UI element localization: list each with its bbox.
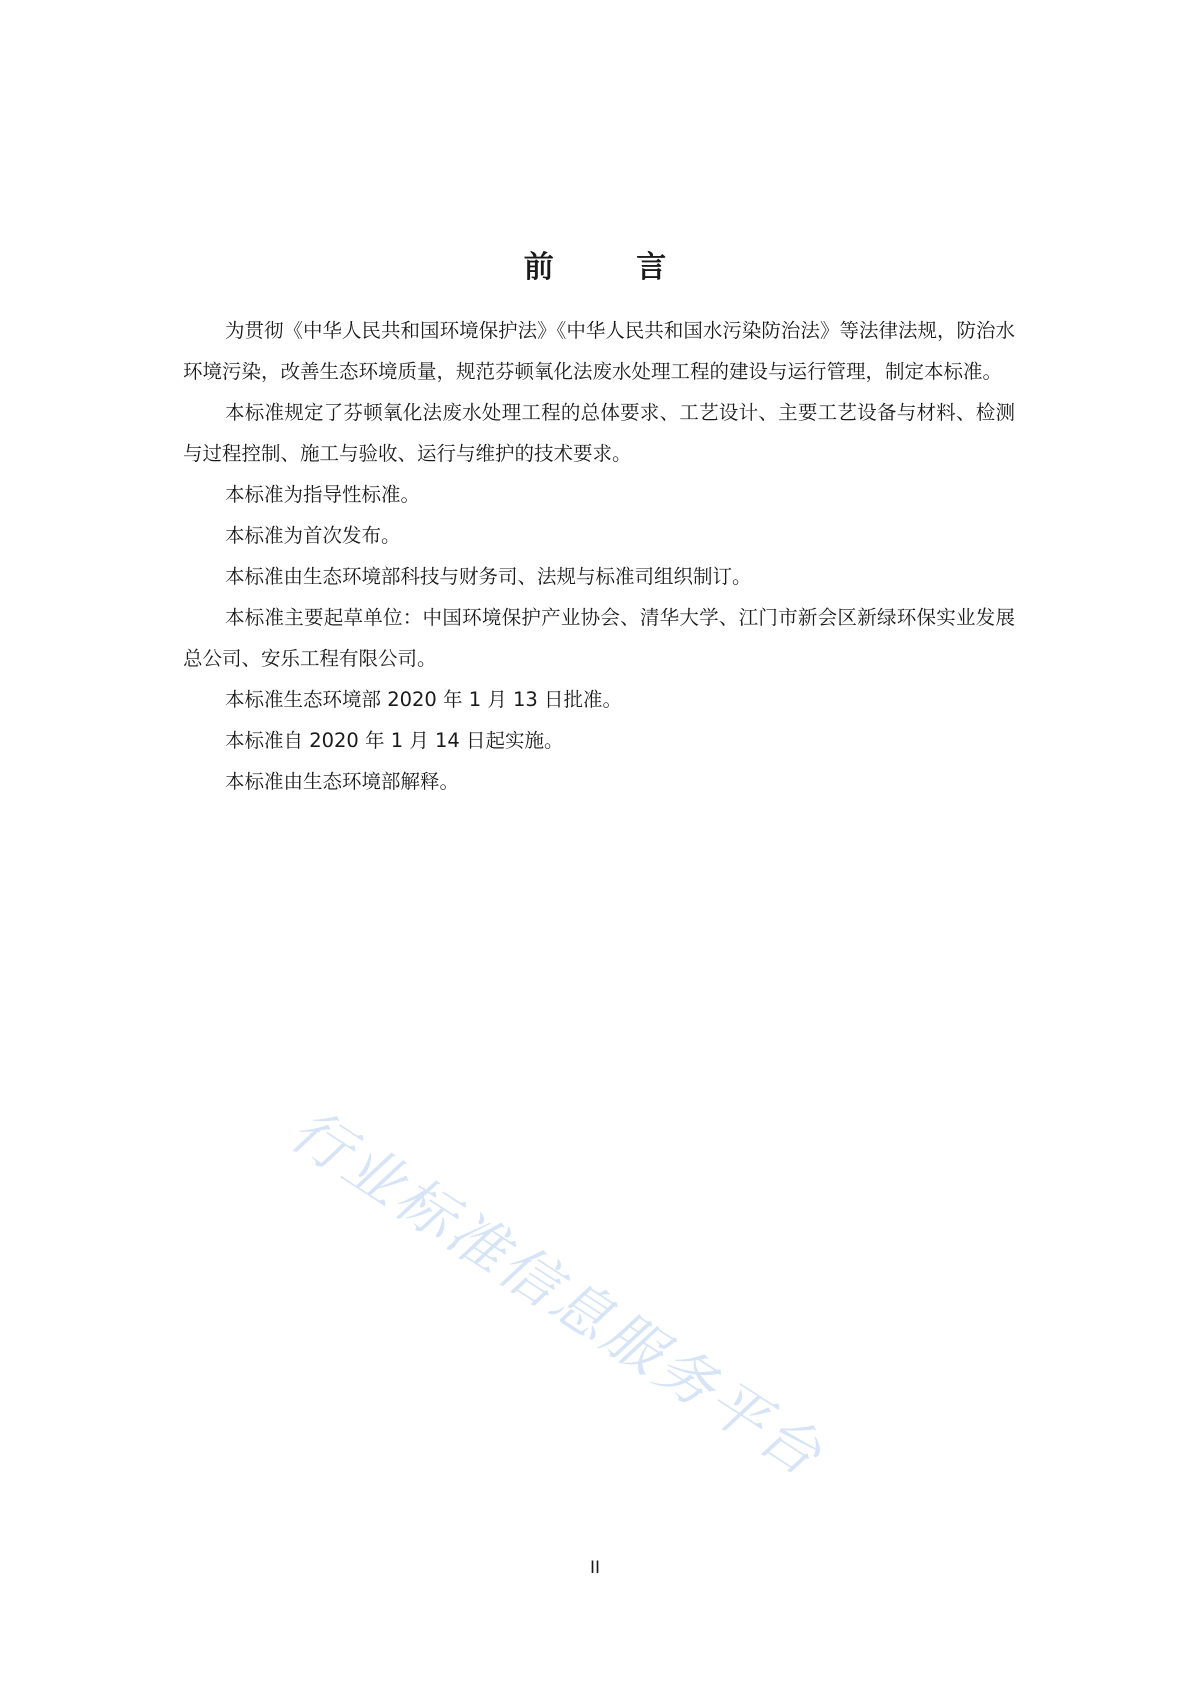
paragraph-first-release: 本标准为首次发布。 bbox=[225, 524, 401, 547]
paragraph-effective: 本标准自 2020 年 1 月 14 日起实施。 bbox=[225, 729, 564, 752]
paragraph-drafters: 本标准主要起草单位：中国环境保护产业协会、清华大学、江门市新会区新绿环保实业发展总公司、安乐工程有限公司。 bbox=[183, 606, 1015, 670]
paragraph-purpose: 为贯彻《中华人民共和国环境保护法》《中华人民共和国水污染防治法》等法律法规，防治水环境污染，改善生态环境质量，规范芬顿氧化法废水处理工程的建设与运行管理，制定本标准。 bbox=[183, 319, 1015, 383]
paragraph-scope: 本标准规定了芬顿氧化法废水处理工程的总体要求、工艺设计、主要工艺设备与材料、检测与过程控制、施工与验收、运行与维护的技术要求。 bbox=[183, 401, 1015, 465]
paragraph-interpretation: 本标准由生态环境部解释。 bbox=[225, 770, 460, 793]
page-number: II bbox=[589, 1558, 601, 1578]
page-title: 前 言 bbox=[523, 250, 703, 285]
foreword-body bbox=[183, 310, 1015, 802]
paragraph-approval: 本标准生态环境部 2020 年 1 月 13 日批准。 bbox=[225, 688, 623, 711]
paragraph-guidance: 本标准为指导性标准。 bbox=[225, 483, 421, 506]
watermark: 行业标准信息服务平台 bbox=[278, 1095, 836, 1491]
paragraph-organizer: 本标准由生态环境部科技与财务司、法规与标准司组织制订。 bbox=[225, 565, 752, 588]
